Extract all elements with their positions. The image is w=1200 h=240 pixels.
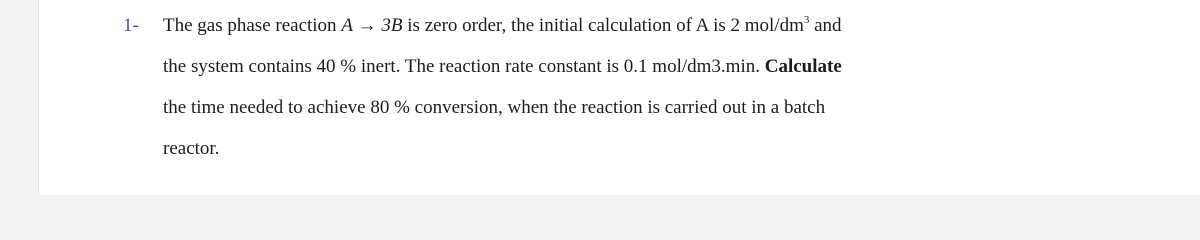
superscript-3: 3 [803, 14, 810, 26]
species-b: 3B [381, 15, 403, 36]
problem-line-4: reactor. [163, 138, 220, 159]
problem-line-2 [163, 46, 1023, 87]
problem-statement [123, 5, 1023, 169]
line2-text: the system contains 40 % inert. The reaction rate constant is 0.1 mol/dm3.min. [163, 56, 765, 77]
problem-number: 1- [123, 15, 139, 36]
line1-text-c: and [809, 15, 842, 36]
line1-text-a: The gas phase reaction [163, 15, 342, 36]
document-page [38, 0, 1200, 195]
problem-line-1 [163, 5, 1023, 46]
reaction-arrow: → [352, 15, 382, 36]
problem-line-3: the time needed to achieve 80 % conversion, when the reaction is carried out in a batch [163, 97, 826, 118]
line1-text-b: is zero order, the initial calculation of A is 2 mol/dm [402, 15, 804, 36]
species-a: A [341, 15, 353, 36]
calculate-word: Calculate [764, 56, 842, 77]
